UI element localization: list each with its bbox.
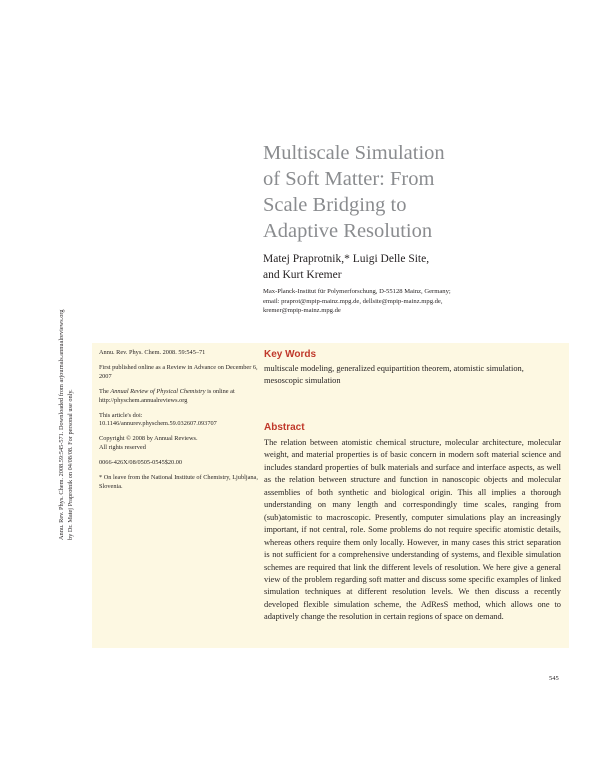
- title-line: Scale Bridging to: [263, 194, 407, 216]
- download-note: [58, 230, 75, 540]
- copyright-block: [99, 435, 259, 453]
- download-note-line: Annu. Rev. Phys. Chem. 2008.59:545-571. Downloaded from arjournals.annualreviews.org: [58, 309, 65, 540]
- article-title: [263, 140, 563, 244]
- author-list: [263, 251, 563, 283]
- author-footnote: * On leave from the National Institute of Chemistry, Ljubljana, Slovenia.: [99, 474, 258, 490]
- author-affiliation: [263, 287, 563, 316]
- affiliation-line: kremer@mpip-mainz.mpg.de: [263, 307, 341, 315]
- keywords-heading: Key Words: [264, 349, 317, 360]
- affiliation-line: email: praprot@mpip-mainz.mpg.de, dellsite@mpip-mainz.mpg.de,: [263, 297, 443, 305]
- title-line: Adaptive Resolution: [263, 220, 433, 242]
- copyright: Copyright © 2008 by Annual Reviews.: [99, 435, 198, 443]
- issn: 0066-426X/08/0505-0545$20.00: [99, 459, 183, 467]
- download-note-line: by Dr. Matej Praprotnik on 04/08/08. For personal use only.: [66, 389, 74, 540]
- authors-line: and Kurt Kremer: [263, 269, 342, 281]
- title-line: Multiscale Simulation: [263, 142, 445, 164]
- affiliation-line: Max-Planck-Institut für Polymerforschung, D-55128 Mainz, Germany;: [263, 288, 451, 295]
- keywords-text: multiscale modeling, generalized equipartition theorem, atomistic simulation, mesoscopic simulation: [264, 364, 524, 385]
- page-number: 545: [549, 675, 559, 682]
- abstract-heading: Abstract: [264, 422, 305, 433]
- publication-info-sidebar: [99, 349, 259, 498]
- doi-value: 10.1146/annurev.physchem.59.032607.093707: [99, 420, 217, 428]
- authors-line: Matej Praprotnik,* Luigi Delle Site,: [263, 253, 430, 265]
- first-published-note: First published online as a Review in Advance on December 6, 2007: [99, 363, 258, 380]
- online-prefix: The: [99, 387, 109, 395]
- abstract-text: The relation between atomistic chemical structure, molecular architecture, molecular weight, and material properties is of basic concern in modern soft material science and includes standard properties of bulk materials and surface and interface aspects, as well as the relation between structure and function in nanoscopic objects and molecular assemblies of both synthetic and biological origin. This all implies a thorough understanding on many length and correspondingly time scales, ranging from (sub)atomistic to macroscopic. Presently, computer simulations play an increasingly important, if not central, role. Some problems do not require specific atomistic details, whereas others require them only locally. However, in many cases this strict separation is not sufficient for a comprehensive understanding of systems, and flexible simulation schemes are required that link the different levels of resolution. We here give a general view of the problem regarding soft matter and discuss some specific examples of linked simulation techniques at different resolution levels. We then discuss a recently developed flexible simulation scheme, the AdResS method, which allows one to adaptively change the resolution in certain regions of space on demand.: [264, 438, 561, 622]
- journal-name: Annual Review of Physical Chemistry: [110, 387, 206, 395]
- rights: All rights reserved: [99, 444, 146, 452]
- online-suffix: is online at http://physchem.annualreviews.org: [99, 387, 235, 404]
- journal-online-note: [99, 388, 259, 406]
- doi-label: This article's doi:: [99, 411, 143, 419]
- title-line: of Soft Matter: From: [263, 168, 435, 190]
- doi-block: [99, 412, 259, 430]
- citation: Annu. Rev. Phys. Chem. 2008. 59:545–71: [99, 349, 206, 356]
